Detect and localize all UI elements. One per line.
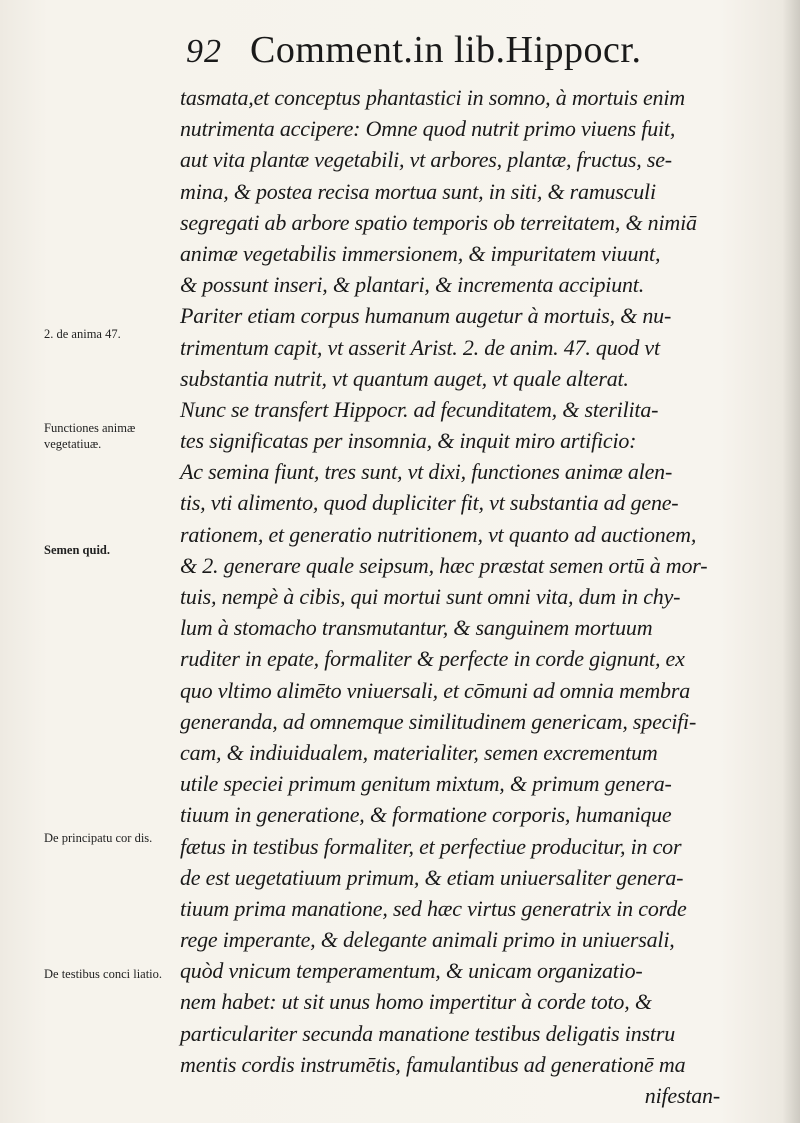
text-line: quòd vnicum temperamentum, & unicam organizatio-	[180, 958, 643, 984]
text-line: particulariter secunda manatione testibus deligatis instru	[180, 1020, 675, 1046]
text-line: de est uegetatiuum primum, & etiam uniuersaliter genera-	[180, 864, 684, 890]
text-line: utile speciei primum genitum mixtum, & primum genera-	[180, 771, 672, 797]
main-text-column	[180, 82, 770, 1111]
margin-note-de-anima: 2. de anima 47.	[44, 327, 121, 341]
text-line: Ac semina fiunt, tres sunt, vt dixi, functiones animæ alen-	[180, 459, 673, 485]
text-line: lum à stomacho transmutantur, & sanguinem mortuum	[180, 615, 653, 641]
text-line: & possunt inseri, & plantari, & incrementa accipiunt.	[180, 272, 645, 298]
running-title: Comment.in lib.Hippocr.	[250, 29, 642, 71]
page-edge-shadow	[782, 0, 800, 1123]
margin-note-functiones: Functiones animæ vegetatiuæ.	[44, 421, 136, 451]
text-line: nutrimenta accipere: Omne quod nutrit primo viuens fuit,	[180, 116, 676, 142]
text-line: & 2. generare quale seipsum, hæc præstat semen ortū à mor-	[180, 552, 708, 578]
text-line: tuis, nempè à cibis, qui mortui sunt omni vita, dum in chy-	[180, 584, 681, 609]
text-line: tes significatas per insomnia, & inquit miro artificio:	[180, 428, 637, 454]
text-line: mentis cordis instrumētis, famulantibus ad generationē ma	[180, 1051, 686, 1077]
text-line: animæ vegetabilis immersionem, & impuritatem viuunt,	[180, 240, 661, 266]
text-line: nem habet: ut sit unus homo impertitur à corde toto, &	[180, 989, 652, 1015]
text-line: cam, & indiuidualem, materialiter, semen excrementum	[180, 739, 658, 765]
text-line: tasmata,et conceptus phantastici in somno, à mortuis enim	[180, 85, 685, 110]
text-line: generanda, ad omnemque similitudinem genericam, specifi-	[180, 708, 697, 734]
text-line: rationem, et generatio nutritionem, vt quanto ad auctionem,	[180, 521, 697, 547]
text-line: Nunc se transfert Hippocr. ad fecunditatem, & sterilita-	[180, 396, 659, 422]
text-line: ruditer in epate, formaliter & perfecte in corde gignunt, ex	[180, 646, 685, 672]
text-line: tiuum prima manatione, sed hæc virtus generatrix in corde	[180, 895, 687, 921]
text-line: tis, vti alimento, quod dupliciter fit, vt substantia ad gene-	[180, 490, 679, 516]
text-line: substantia nutrit, vt quantum auget, vt quale alterat.	[180, 365, 629, 391]
text-line: mina, & postea recisa mortua sunt, in siti, & ramusculi	[180, 178, 656, 204]
text-line-catchword: nifestan-	[644, 1083, 720, 1108]
page-number: 92	[186, 33, 222, 70]
page-header	[186, 28, 746, 78]
text-line: tiuum in generatione, & formatione corporis, humanique	[180, 802, 672, 828]
text-line: quo vltimo alimēto vniuersali, et cōmuni ad omnia membra	[180, 677, 691, 703]
text-line: Pariter etiam corpus humanum augetur à mortuis, & nu-	[180, 303, 672, 329]
text-line: fætus in testibus formaliter, et perfectiue producitur, in cor	[180, 833, 682, 859]
text-line: trimentum capit, vt asserit Arist. 2. de anim. 47. quod vt	[180, 334, 660, 360]
text-line: segregati ab arbore spatio temporis ob terreitatem, & nimiā	[180, 209, 697, 235]
text-line: aut vita plantæ vegetabili, vt arbores, plantæ, fructus, se-	[180, 147, 672, 173]
margin-note-semen-quid: Semen quid.	[44, 543, 110, 557]
margin-note-de-testibus: De testibus conci liatio.	[44, 967, 163, 981]
margin-note-de-principatu: De principatu cor dis.	[44, 831, 153, 845]
text-line: rege imperante, & delegante animali primo in uniuersali,	[180, 927, 675, 953]
